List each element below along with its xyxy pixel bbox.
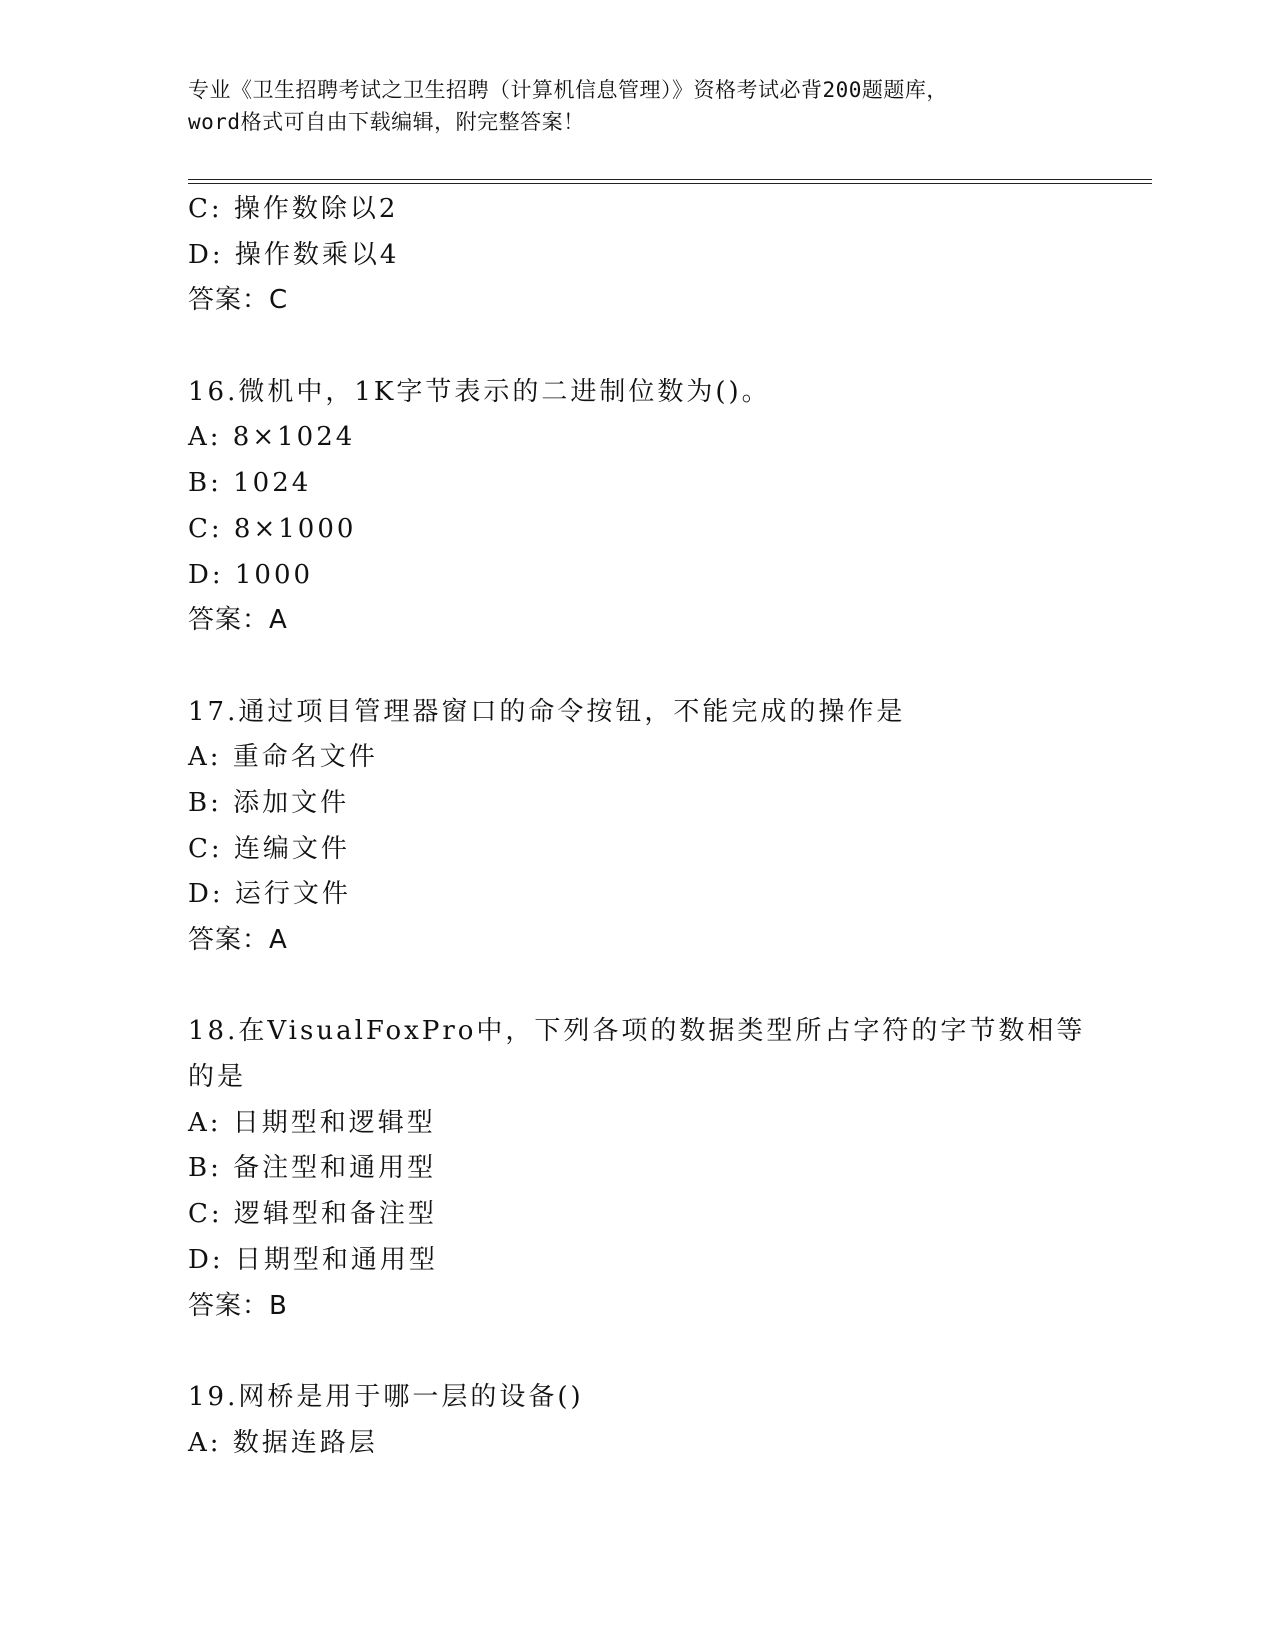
option-d: D: 运行文件: [188, 879, 351, 910]
spacer: [188, 644, 1088, 690]
question-text: 17.通过项目管理器窗口的命令按钮，不能完成的操作是: [188, 696, 906, 727]
answer-label: 答案：C: [188, 285, 289, 316]
question-text: 19.网桥是用于哪一层的设备(): [188, 1381, 584, 1412]
answer-label: 答案：A: [188, 605, 288, 636]
option-a: A: 重命名文件: [188, 742, 378, 773]
option-d: D: 日期型和通用型: [188, 1244, 438, 1275]
spacer: [188, 964, 1088, 1010]
option-d: D: 操作数乘以4: [188, 239, 400, 270]
question-text: 16.微机中，1K字节表示的二进制位数为()。: [188, 376, 771, 407]
question-text-line-2: 的是: [188, 1062, 247, 1093]
spacer: [188, 1329, 1088, 1375]
option-c: C: 操作数除以2: [188, 194, 399, 224]
header-title-line-1: 专业《卫生招聘考试之卫生招聘（计算机信息管理）》资格考试必背200题题库，: [188, 78, 948, 102]
option-c: C: 逻辑型和备注型: [188, 1199, 437, 1230]
question-text-line-1: 18.在VisualFoxPro中，下列各项的数据类型所占字符的字节数相等: [188, 1016, 1086, 1047]
question-block: [188, 1009, 1088, 1329]
spacer: [188, 324, 1088, 370]
question-block: [188, 1375, 1088, 1466]
option-b: B: 添加文件: [188, 787, 350, 818]
header-divider-top: [188, 179, 1152, 180]
option-b: B: 备注型和通用型: [188, 1153, 437, 1184]
question-block: [188, 187, 1088, 324]
answer-label: 答案：B: [188, 1290, 288, 1321]
header-title-line-2: word格式可自由下载编辑，附完整答案！: [188, 110, 585, 134]
question-block: [188, 370, 1088, 644]
question-list: [188, 187, 1088, 1466]
question-block: [188, 690, 1088, 964]
option-b: B: 1024: [188, 468, 312, 499]
option-c: C: 连编文件: [188, 833, 350, 864]
option-a: A: 8×1024: [188, 422, 356, 453]
option-a: A: 日期型和逻辑型: [188, 1107, 436, 1138]
header-divider-bottom: [188, 183, 1152, 184]
option-d: D: 1000: [188, 559, 314, 590]
option-a: A: 数据连路层: [188, 1427, 378, 1458]
answer-label: 答案：A: [188, 925, 288, 955]
document-header: [188, 74, 1088, 138]
option-c: C: 8×1000: [188, 513, 357, 544]
